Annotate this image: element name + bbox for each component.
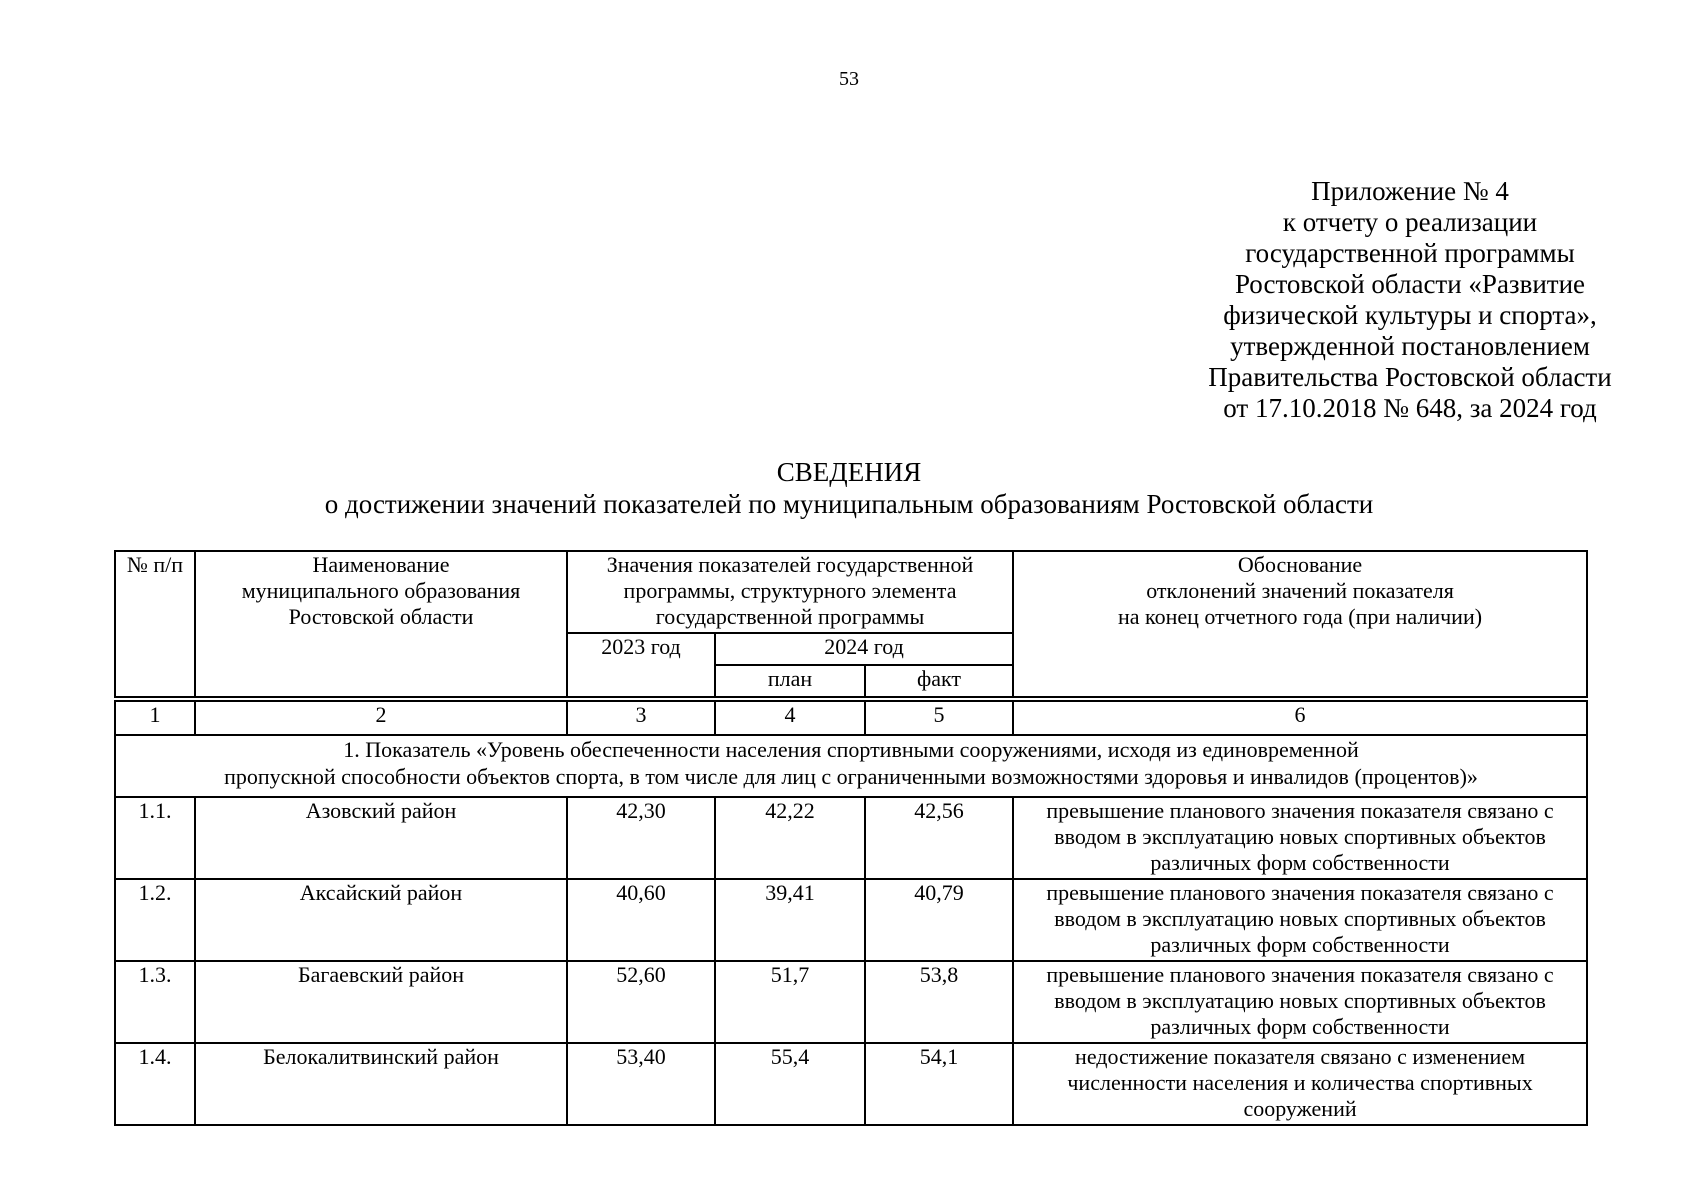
reason-line: различных форм собственности	[1150, 850, 1450, 875]
value-plan-2024: 51,7	[715, 961, 865, 1043]
column-numbers-row	[115, 699, 1587, 735]
header-year-2023: 2023 год	[567, 633, 715, 699]
row-number: 1.3.	[115, 961, 195, 1043]
row-number: 1.1.	[115, 797, 195, 879]
municipality-name: Багаевский район	[195, 961, 567, 1043]
document-title: СВЕДЕНИЯ	[776, 457, 922, 487]
deviation-reason	[1013, 797, 1587, 879]
header-plan: план	[715, 665, 865, 699]
deviation-reason	[1013, 961, 1587, 1043]
reason-line: вводом в эксплуатацию новых спортивных объектов	[1054, 906, 1546, 931]
deviation-reason	[1013, 879, 1587, 961]
column-number: 1	[115, 699, 195, 735]
header-values-line: государственной программы	[655, 604, 925, 629]
reason-line: сооружений	[1243, 1096, 1357, 1121]
reason-line: превышение планового значения показателя связано с	[1046, 798, 1554, 823]
header-year-2024: 2024 год	[715, 633, 1013, 665]
column-number: 6	[1013, 699, 1587, 735]
value-plan-2024: 42,22	[715, 797, 865, 879]
table-row	[115, 961, 1587, 1043]
header-name-line: муниципального образования	[241, 578, 521, 603]
section-title-line: 1. Показатель «Уровень обеспеченности населения спортивными сооружениями, исходя из единовременной	[343, 737, 1359, 762]
reason-line: численности населения и количества спортивных	[1067, 1070, 1533, 1095]
table-row	[115, 1043, 1587, 1125]
column-number: 3	[567, 699, 715, 735]
appendix-line: физической культуры и спорта»,	[1223, 300, 1597, 330]
appendix-line: Приложение № 4	[1311, 176, 1509, 206]
table-row	[115, 797, 1587, 879]
appendix-line: Правительства Ростовской области	[1208, 362, 1612, 392]
header-values-line: программы, структурного элемента	[623, 578, 957, 603]
value-2023: 40,60	[567, 879, 715, 961]
column-number: 4	[715, 699, 865, 735]
header-reason-line: на конец отчетного года (при наличии)	[1118, 604, 1483, 629]
header-num: № п/п	[115, 551, 195, 699]
row-number: 1.4.	[115, 1043, 195, 1125]
value-plan-2024: 39,41	[715, 879, 865, 961]
deviation-reason	[1013, 1043, 1587, 1125]
municipality-name: Азовский район	[195, 797, 567, 879]
value-2023: 53,40	[567, 1043, 715, 1125]
value-fact-2024: 53,8	[865, 961, 1013, 1043]
value-fact-2024: 42,56	[865, 797, 1013, 879]
value-plan-2024: 55,4	[715, 1043, 865, 1125]
row-number: 1.2.	[115, 879, 195, 961]
header-values	[567, 551, 1013, 633]
reason-line: вводом в эксплуатацию новых спортивных объектов	[1054, 824, 1546, 849]
reason-line: различных форм собственности	[1150, 1014, 1450, 1039]
indicators-table	[114, 550, 1588, 1126]
municipality-name: Аксайский район	[195, 879, 567, 961]
value-2023: 52,60	[567, 961, 715, 1043]
municipality-name: Белокалитвинский район	[195, 1043, 567, 1125]
header-name-line: Ростовской области	[288, 604, 474, 629]
reason-line: различных форм собственности	[1150, 932, 1450, 957]
header-reason-line: отклонений значений показателя	[1146, 578, 1454, 603]
value-2023: 42,30	[567, 797, 715, 879]
reason-line: недостижение показателя связано с изменением	[1075, 1044, 1526, 1069]
header-row	[115, 551, 1587, 633]
header-name-line: Наименование	[312, 552, 450, 577]
section-title-line: пропускной способности объектов спорта, в том числе для лиц с ограниченными возможностями здоровья и инвалидов (процентов)»	[224, 764, 1478, 789]
header-values-line: Значения показателей государственной	[606, 552, 974, 577]
appendix-line: утвержденной постановлением	[1230, 331, 1590, 361]
section-row	[115, 735, 1587, 797]
section-title	[115, 735, 1587, 797]
value-fact-2024: 54,1	[865, 1043, 1013, 1125]
header-name	[195, 551, 567, 699]
column-number: 5	[865, 699, 1013, 735]
table-row	[115, 879, 1587, 961]
appendix-line: государственной программы	[1245, 238, 1575, 268]
header-reason-line: Обоснование	[1237, 552, 1363, 577]
column-number: 2	[195, 699, 567, 735]
appendix-line: к отчету о реализации	[1282, 207, 1538, 237]
document-subtitle: о достижении значений показателей по муниципальным образованиям Ростовской области	[324, 489, 1374, 519]
appendix-block	[1150, 176, 1670, 424]
header-fact: факт	[865, 665, 1013, 699]
value-fact-2024: 40,79	[865, 879, 1013, 961]
reason-line: вводом в эксплуатацию новых спортивных объектов	[1054, 988, 1546, 1013]
reason-line: превышение планового значения показателя связано с	[1046, 962, 1554, 987]
header-reason	[1013, 551, 1587, 699]
page-number: 53	[839, 68, 859, 90]
appendix-line: Ростовской области «Развитие	[1234, 269, 1586, 299]
reason-line: превышение планового значения показателя связано с	[1046, 880, 1554, 905]
appendix-line: от 17.10.2018 № 648, за 2024 год	[1223, 393, 1597, 423]
